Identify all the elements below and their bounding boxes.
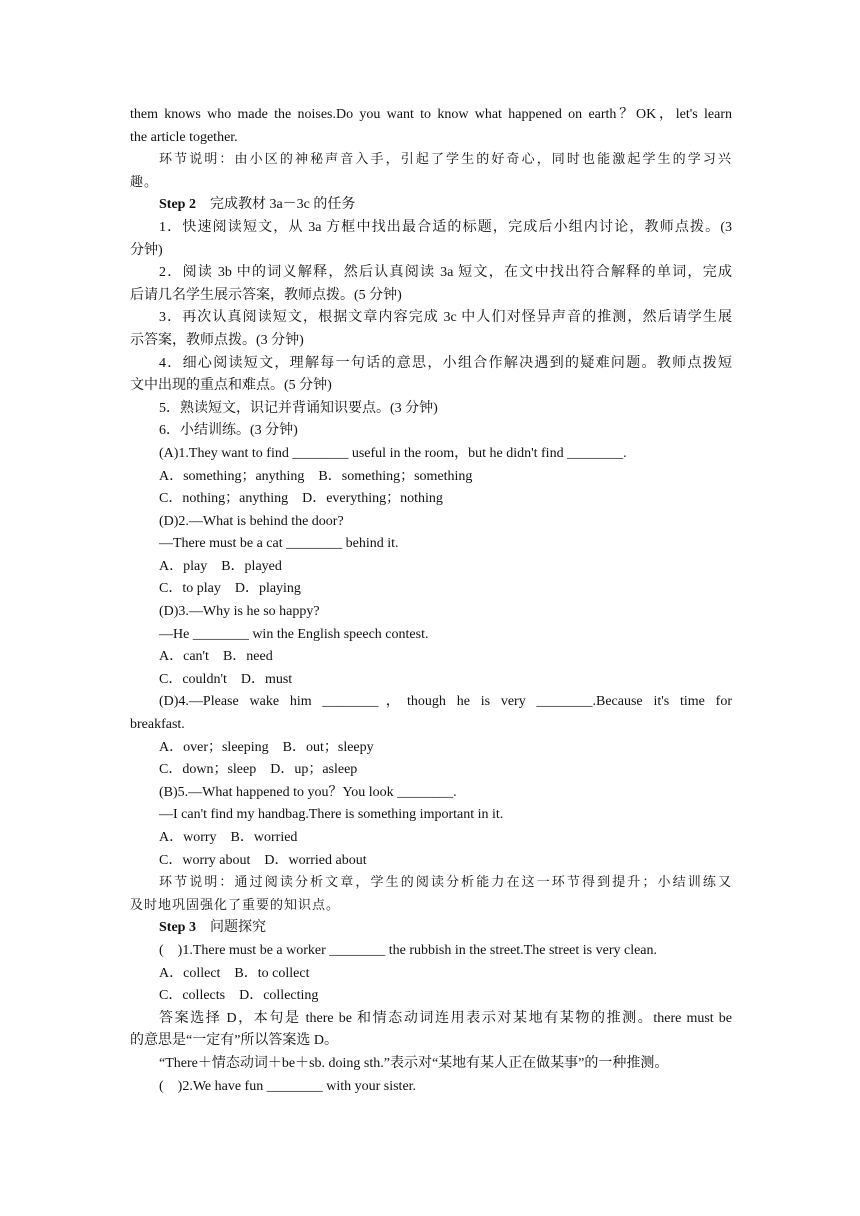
text-line: (D)3.—Why is he so happy? [159,604,320,620]
step-title: 完成教材 3a－3c 的任务 [209,197,356,213]
text-line: ( )1.There must be a worker ________ the rubbish in the street.The street is very clean. [159,942,658,958]
text-line: C．worry about D．worried about [159,852,367,868]
text-line: —I can't find my handbag.There is something important in it. [159,807,504,823]
text-line: —There must be a cat ________ behind it. [159,536,399,552]
text-line: breakfast. [130,717,185,733]
text-line: 答案选择 D，本句是 there be 和情态动词连用表示对某地有某物的推测。there must be [159,1010,732,1026]
text-line: 环节说明：通过阅读分析文章，学生的阅读分析能力在这一环节得到提升；小结训练又 [159,875,732,891]
document-page [130,104,732,1098]
text-line: 6．小结训练。(3 分钟) [159,423,298,439]
text-line: A．can't B．need [159,649,273,665]
text-line: 及时地巩固强化了重要的知识点。 [130,897,341,913]
text-line: “There＋情态动词＋be＋sb. doing sth.”表示对“某地有某人正在做某事”的一种推测。 [159,1055,669,1071]
step-title: 问题探究 [209,920,266,936]
text-line: (D)2.—What is behind the door? [159,513,344,529]
text-line: 文中出现的重点和难点。(5 分钟) [130,378,332,394]
text-line: A．over；sleeping B．out；sleepy [159,739,374,755]
step-label: Step 3 [159,920,196,936]
step-heading [130,917,732,940]
text-line: C．couldn't D．must [159,671,293,687]
text-line: 2．阅读 3b 中的词义解释，然后认真阅读 3a 短文，在文中找出符合解释的单词，完成 [159,265,732,281]
text-line: —He ________ win the English speech contest. [159,626,429,642]
step-heading [130,194,732,217]
text-line: 趣。 [130,174,159,190]
text-line: C．collects D．collecting [159,988,319,1004]
text-line: 5．熟读短文，识记并背诵知识要点。(3 分钟) [159,400,438,416]
text-line: 分钟) [130,242,163,258]
step-label: Step 2 [159,197,196,213]
text-line: C．down；sleep D．up；asleep [159,762,358,778]
text-line: C．to play D．playing [159,581,301,597]
text-line: them knows who made the noises.Do you want to know what happened on earth？OK，let's learn [130,107,732,122]
text-line: (A)1.They want to find ________ useful in the room，but he didn't find ________. [159,445,627,461]
text-line: A．something；anything B．something；something [159,468,473,484]
text-line: 的意思是“一定有”所以答案选 D。 [130,1033,339,1049]
text-line: 示答案，教师点拨。(3 分钟) [130,332,304,348]
text-line: (B)5.—What happened to you？You look ________. [159,784,457,800]
text-line: 4．细心阅读短文，理解每一句话的意思，小组合作解决遇到的疑难问题。教师点拨短 [159,355,732,371]
text-line: 环节说明：由小区的神秘声音入手，引起了学生的好奇心，同时也能激起学生的学习兴 [159,152,732,168]
text-line: 1．快速阅读短文，从 3a 方框中找出最合适的标题，完成后小组内讨论，教师点拨。(3 [159,219,732,235]
text-line: C．nothing；anything D．everything；nothing [159,491,443,507]
text-line: A．worry B．worried [159,830,298,845]
text-line: 3．再次认真阅读短文，根据文章内容完成 3c 中人们对怪异声音的推测，然后请学生展 [159,310,732,326]
text-line: ( )2.We have fun ________ with your sister. [159,1078,417,1094]
text-line: 后请几名学生展示答案，教师点拨。(5 分钟) [130,287,402,303]
text-line: the article together. [130,129,238,145]
text-line: A．play B．played [159,558,282,574]
text-line: (D)4.—Please wake him ________，though he is very ________.Because it's time for [159,694,732,710]
text-line: A．collect B．to collect [159,965,310,981]
